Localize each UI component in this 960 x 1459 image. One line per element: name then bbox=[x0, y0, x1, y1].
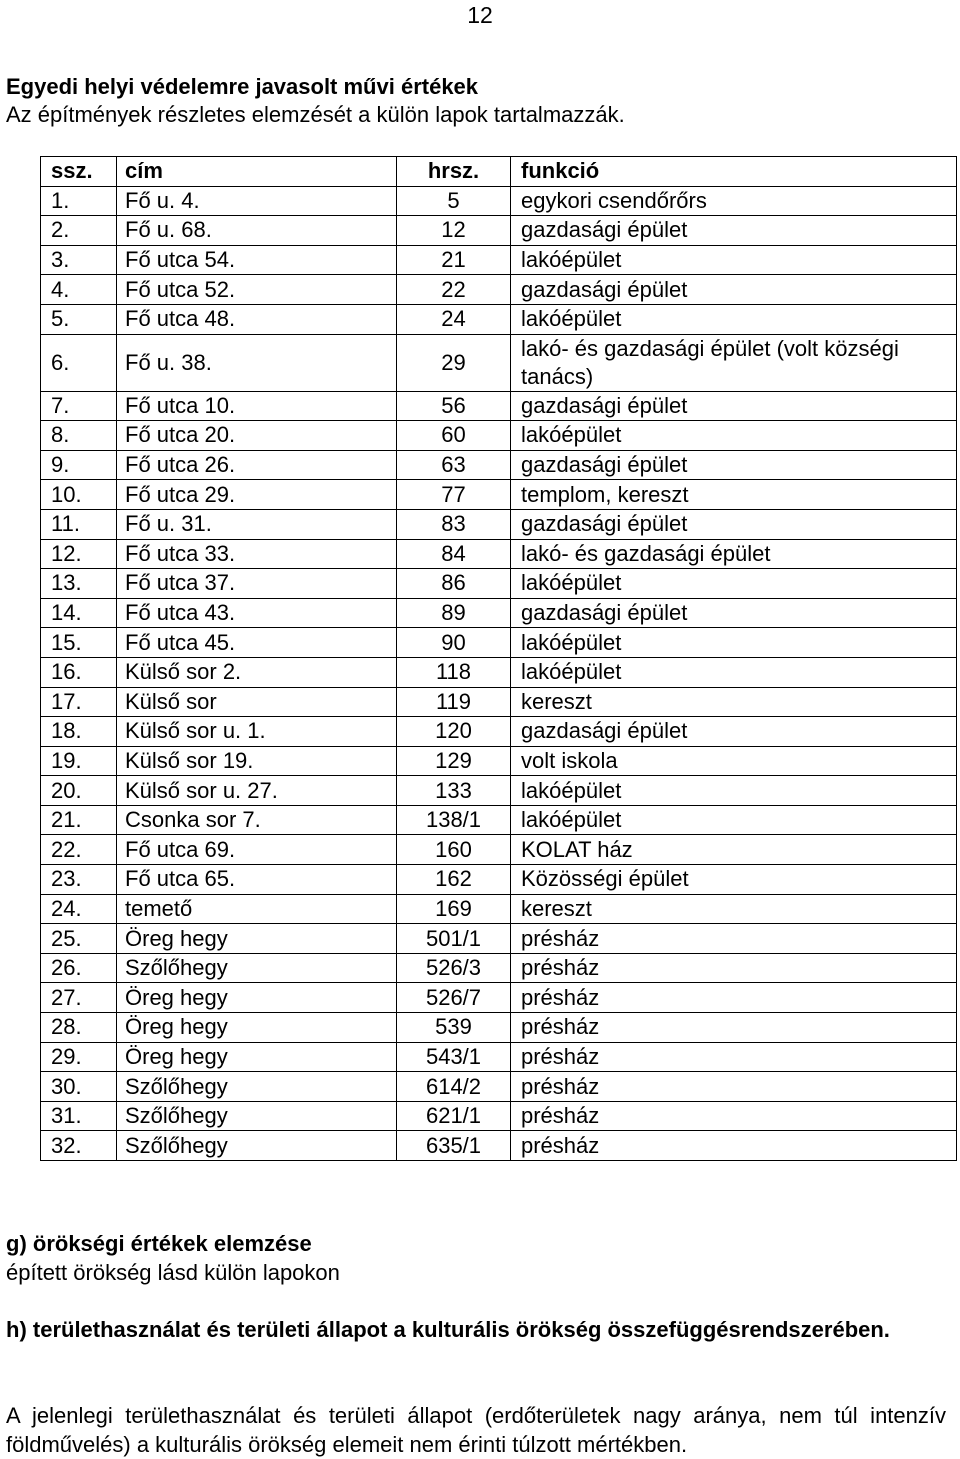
cell-parcel: 86 bbox=[397, 569, 511, 599]
table-row bbox=[41, 480, 957, 510]
cell-parcel: 539 bbox=[397, 1013, 511, 1043]
table-row bbox=[41, 717, 957, 747]
cell-function: egykori csendőrőrs bbox=[511, 186, 957, 216]
cell-function: Közösségi épület bbox=[511, 865, 957, 895]
cell-parcel: 24 bbox=[397, 304, 511, 334]
cell-address: Szőlőhegy bbox=[117, 953, 397, 983]
cell-function: KOLAT ház bbox=[511, 835, 957, 865]
cell-function: lakóépület bbox=[511, 776, 957, 806]
cell-address: Külső sor bbox=[117, 687, 397, 717]
cell-function: gazdasági épület bbox=[511, 216, 957, 246]
cell-parcel: 29 bbox=[397, 334, 511, 391]
cell-parcel: 129 bbox=[397, 746, 511, 776]
cell-number: 16. bbox=[41, 657, 117, 687]
table-row bbox=[41, 539, 957, 569]
table-row bbox=[41, 1072, 957, 1102]
cell-number: 15. bbox=[41, 628, 117, 658]
section-title: Egyedi helyi védelemre javasolt művi értékek bbox=[6, 74, 479, 99]
cell-number: 24. bbox=[41, 894, 117, 924]
cell-function: kereszt bbox=[511, 894, 957, 924]
cell-address: Fő utca 29. bbox=[117, 480, 397, 510]
table-body bbox=[41, 186, 957, 1160]
closing-paragraph: A jelenlegi területhasználat és területi állapot (erdőterületek nagy aránya, nem túl intenzív földművelés) a kulturális örökség elemeit nem érinti túlzott mértékben. bbox=[6, 1403, 946, 1457]
cell-number: 2. bbox=[41, 216, 117, 246]
cell-function: lakó- és gazdasági épület bbox=[511, 539, 957, 569]
cell-parcel: 501/1 bbox=[397, 924, 511, 954]
cell-function: templom, kereszt bbox=[511, 480, 957, 510]
cell-address: Külső sor u. 1. bbox=[117, 717, 397, 747]
cell-address: Fő utca 20. bbox=[117, 421, 397, 451]
table-row bbox=[41, 687, 957, 717]
cell-number: 27. bbox=[41, 983, 117, 1013]
cell-function: lakóépület bbox=[511, 245, 957, 275]
cell-address: Fő utca 26. bbox=[117, 450, 397, 480]
cell-number: 6. bbox=[41, 334, 117, 391]
cell-number: 7. bbox=[41, 391, 117, 421]
cell-function: présház bbox=[511, 953, 957, 983]
cell-function: gazdasági épület bbox=[511, 275, 957, 305]
cell-function: lakóépület bbox=[511, 421, 957, 451]
cell-address: Fő u. 38. bbox=[117, 334, 397, 391]
cell-address: Öreg hegy bbox=[117, 924, 397, 954]
cell-number: 10. bbox=[41, 480, 117, 510]
cell-function: gazdasági épület bbox=[511, 598, 957, 628]
cell-number: 18. bbox=[41, 717, 117, 747]
cell-function: volt iskola bbox=[511, 746, 957, 776]
cell-function: lakóépület bbox=[511, 304, 957, 334]
cell-function: gazdasági épület bbox=[511, 450, 957, 480]
header-address: cím bbox=[117, 157, 397, 187]
page-number: 12 bbox=[467, 2, 493, 28]
table-row bbox=[41, 334, 957, 391]
table-row bbox=[41, 746, 957, 776]
cell-function: présház bbox=[511, 1131, 957, 1161]
intro-block bbox=[6, 73, 946, 129]
cell-address: Fő utca 54. bbox=[117, 245, 397, 275]
cell-number: 12. bbox=[41, 539, 117, 569]
table-row bbox=[41, 628, 957, 658]
table-row bbox=[41, 245, 957, 275]
header-number: ssz. bbox=[41, 157, 117, 187]
cell-parcel: 90 bbox=[397, 628, 511, 658]
cell-number: 30. bbox=[41, 1072, 117, 1102]
cell-parcel: 56 bbox=[397, 391, 511, 421]
table-row bbox=[41, 865, 957, 895]
table-row bbox=[41, 450, 957, 480]
header-parcel: hrsz. bbox=[397, 157, 511, 187]
cell-address: Öreg hegy bbox=[117, 1042, 397, 1072]
section-h bbox=[6, 1315, 946, 1344]
cell-parcel: 12 bbox=[397, 216, 511, 246]
table-row bbox=[41, 391, 957, 421]
table-row bbox=[41, 1042, 957, 1072]
section-h-heading: h) területhasználat és területi állapot a kulturális örökség összefüggésrendszerében. bbox=[6, 1317, 890, 1342]
table-row bbox=[41, 805, 957, 835]
cell-number: 3. bbox=[41, 245, 117, 275]
cell-parcel: 83 bbox=[397, 509, 511, 539]
cell-number: 31. bbox=[41, 1101, 117, 1131]
cell-function: présház bbox=[511, 924, 957, 954]
cell-parcel: 160 bbox=[397, 835, 511, 865]
cell-address: Fő utca 69. bbox=[117, 835, 397, 865]
section-g-text: épített örökség lásd külön lapokon bbox=[6, 1260, 340, 1285]
cell-number: 9. bbox=[41, 450, 117, 480]
cell-function: kereszt bbox=[511, 687, 957, 717]
cell-function: présház bbox=[511, 1072, 957, 1102]
table-row bbox=[41, 1101, 957, 1131]
cell-number: 26. bbox=[41, 953, 117, 983]
cell-parcel: 614/2 bbox=[397, 1072, 511, 1102]
table-row bbox=[41, 657, 957, 687]
cell-function: lakóépület bbox=[511, 805, 957, 835]
cell-function: lakóépület bbox=[511, 628, 957, 658]
cell-function: lakó- és gazdasági épület (volt községi tanács) bbox=[511, 334, 957, 391]
cell-function: lakóépület bbox=[511, 569, 957, 599]
cell-parcel: 60 bbox=[397, 421, 511, 451]
cell-number: 17. bbox=[41, 687, 117, 717]
cell-address: Fő utca 10. bbox=[117, 391, 397, 421]
closing-paragraph-block bbox=[6, 1401, 946, 1459]
cell-address: Fő u. 68. bbox=[117, 216, 397, 246]
cell-parcel: 621/1 bbox=[397, 1101, 511, 1131]
cell-address: Fő utca 52. bbox=[117, 275, 397, 305]
cell-address: Öreg hegy bbox=[117, 1013, 397, 1043]
table-row bbox=[41, 924, 957, 954]
table-row bbox=[41, 983, 957, 1013]
table-row bbox=[41, 275, 957, 305]
cell-address: Külső sor u. 27. bbox=[117, 776, 397, 806]
cell-function: gazdasági épület bbox=[511, 391, 957, 421]
cell-address: Fő utca 43. bbox=[117, 598, 397, 628]
cell-number: 11. bbox=[41, 509, 117, 539]
cell-parcel: 5 bbox=[397, 186, 511, 216]
cell-function: lakóépület bbox=[511, 657, 957, 687]
section-g bbox=[6, 1229, 946, 1287]
cell-address: Fő u. 31. bbox=[117, 509, 397, 539]
cell-parcel: 119 bbox=[397, 687, 511, 717]
cell-address: temető bbox=[117, 894, 397, 924]
cell-number: 22. bbox=[41, 835, 117, 865]
header-function: funkció bbox=[511, 157, 957, 187]
cell-number: 5. bbox=[41, 304, 117, 334]
cell-address: Fő utca 33. bbox=[117, 539, 397, 569]
cell-address: Öreg hegy bbox=[117, 983, 397, 1013]
cell-parcel: 22 bbox=[397, 275, 511, 305]
cell-function: gazdasági épület bbox=[511, 509, 957, 539]
cell-address: Külső sor 19. bbox=[117, 746, 397, 776]
table-row bbox=[41, 1013, 957, 1043]
cell-parcel: 162 bbox=[397, 865, 511, 895]
cell-function: présház bbox=[511, 1013, 957, 1043]
cell-parcel: 84 bbox=[397, 539, 511, 569]
table-row bbox=[41, 894, 957, 924]
cell-number: 20. bbox=[41, 776, 117, 806]
cell-number: 8. bbox=[41, 421, 117, 451]
cell-number: 29. bbox=[41, 1042, 117, 1072]
cell-address: Fő u. 4. bbox=[117, 186, 397, 216]
section-g-heading: g) örökségi értékek elemzése bbox=[6, 1231, 312, 1256]
cell-parcel: 89 bbox=[397, 598, 511, 628]
cell-parcel: 526/3 bbox=[397, 953, 511, 983]
cell-address: Csonka sor 7. bbox=[117, 805, 397, 835]
cell-number: 13. bbox=[41, 569, 117, 599]
cell-function: présház bbox=[511, 1101, 957, 1131]
cell-parcel: 543/1 bbox=[397, 1042, 511, 1072]
cell-address: Fő utca 45. bbox=[117, 628, 397, 658]
cell-number: 32. bbox=[41, 1131, 117, 1161]
table-row bbox=[41, 598, 957, 628]
table-row bbox=[41, 776, 957, 806]
table-header-row bbox=[41, 157, 957, 187]
cell-parcel: 138/1 bbox=[397, 805, 511, 835]
cell-address: Külső sor 2. bbox=[117, 657, 397, 687]
cell-number: 28. bbox=[41, 1013, 117, 1043]
section-subtitle: Az építmények részletes elemzését a külön lapok tartalmazzák. bbox=[6, 102, 625, 127]
cell-parcel: 120 bbox=[397, 717, 511, 747]
cell-function: présház bbox=[511, 983, 957, 1013]
table-row bbox=[41, 569, 957, 599]
cell-parcel: 635/1 bbox=[397, 1131, 511, 1161]
cell-parcel: 169 bbox=[397, 894, 511, 924]
cell-parcel: 118 bbox=[397, 657, 511, 687]
table-row bbox=[41, 421, 957, 451]
cell-number: 25. bbox=[41, 924, 117, 954]
cell-parcel: 77 bbox=[397, 480, 511, 510]
cell-parcel: 526/7 bbox=[397, 983, 511, 1013]
cell-parcel: 133 bbox=[397, 776, 511, 806]
table-row bbox=[41, 216, 957, 246]
cell-parcel: 21 bbox=[397, 245, 511, 275]
cell-address: Szőlőhegy bbox=[117, 1131, 397, 1161]
cell-address: Fő utca 48. bbox=[117, 304, 397, 334]
cell-address: Fő utca 65. bbox=[117, 865, 397, 895]
cell-function: présház bbox=[511, 1042, 957, 1072]
cell-number: 1. bbox=[41, 186, 117, 216]
cell-address: Szőlőhegy bbox=[117, 1101, 397, 1131]
table-row bbox=[41, 509, 957, 539]
table-row bbox=[41, 304, 957, 334]
cell-number: 14. bbox=[41, 598, 117, 628]
cell-number: 23. bbox=[41, 865, 117, 895]
cell-address: Fő utca 37. bbox=[117, 569, 397, 599]
table-row bbox=[41, 953, 957, 983]
cell-parcel: 63 bbox=[397, 450, 511, 480]
table-row bbox=[41, 1131, 957, 1161]
cell-number: 21. bbox=[41, 805, 117, 835]
cell-function: gazdasági épület bbox=[511, 717, 957, 747]
table-row bbox=[41, 186, 957, 216]
cell-address: Szőlőhegy bbox=[117, 1072, 397, 1102]
cell-number: 19. bbox=[41, 746, 117, 776]
heritage-table bbox=[40, 156, 957, 1161]
cell-number: 4. bbox=[41, 275, 117, 305]
table-row bbox=[41, 835, 957, 865]
